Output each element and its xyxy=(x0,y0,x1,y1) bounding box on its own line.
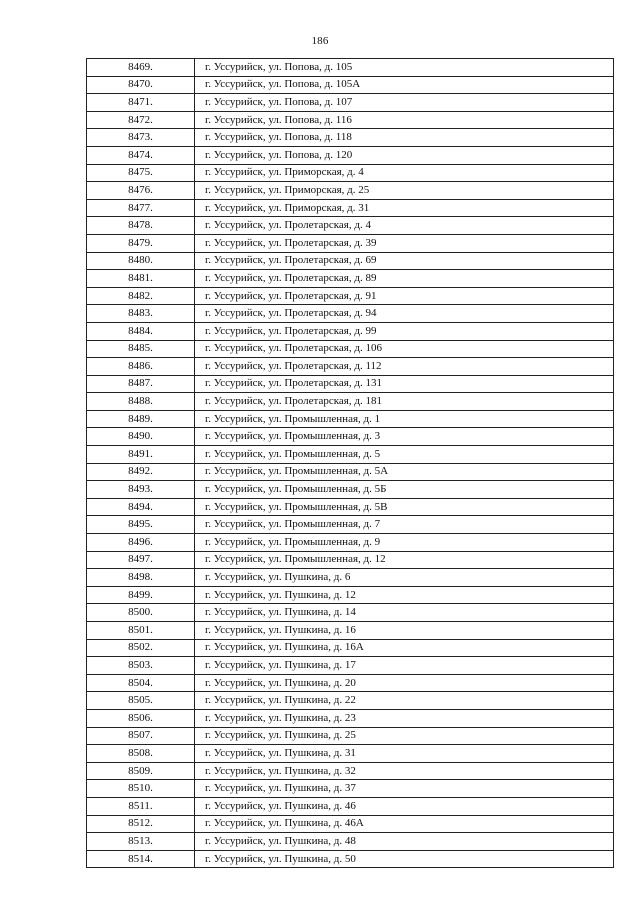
address-cell: г. Уссурийск, ул. Пролетарская, д. 94 xyxy=(195,305,614,323)
table-row xyxy=(87,305,614,323)
address-cell: г. Уссурийск, ул. Пролетарская, д. 4 xyxy=(195,217,614,235)
address-cell: г. Уссурийск, ул. Пролетарская, д. 69 xyxy=(195,252,614,270)
address-cell: г. Уссурийск, ул. Промышленная, д. 9 xyxy=(195,534,614,552)
row-number-cell: 8474. xyxy=(87,146,195,164)
row-number-cell: 8509. xyxy=(87,762,195,780)
address-cell: г. Уссурийск, ул. Пушкина, д. 23 xyxy=(195,709,614,727)
table-row xyxy=(87,551,614,569)
row-number-cell: 8484. xyxy=(87,322,195,340)
address-cell: г. Уссурийск, ул. Пушкина, д. 20 xyxy=(195,674,614,692)
address-cell: г. Уссурийск, ул. Промышленная, д. 5В xyxy=(195,498,614,516)
address-cell: г. Уссурийск, ул. Пушкина, д. 50 xyxy=(195,850,614,868)
row-number-cell: 8473. xyxy=(87,129,195,147)
address-cell: г. Уссурийск, ул. Пушкина, д. 31 xyxy=(195,745,614,763)
address-cell: г. Уссурийск, ул. Пушкина, д. 12 xyxy=(195,586,614,604)
row-number-cell: 8489. xyxy=(87,410,195,428)
table-row xyxy=(87,586,614,604)
address-cell: г. Уссурийск, ул. Промышленная, д. 3 xyxy=(195,428,614,446)
address-cell: г. Уссурийск, ул. Промышленная, д. 5 xyxy=(195,446,614,464)
address-cell: г. Уссурийск, ул. Пушкина, д. 46А xyxy=(195,815,614,833)
address-cell: г. Уссурийск, ул. Пушкина, д. 37 xyxy=(195,780,614,798)
row-number-cell: 8481. xyxy=(87,270,195,288)
address-cell: г. Уссурийск, ул. Пушкина, д. 6 xyxy=(195,569,614,587)
row-number-cell: 8487. xyxy=(87,375,195,393)
address-cell: г. Уссурийск, ул. Пролетарская, д. 89 xyxy=(195,270,614,288)
row-number-cell: 8479. xyxy=(87,234,195,252)
table-row xyxy=(87,516,614,534)
row-number-cell: 8480. xyxy=(87,252,195,270)
table-row xyxy=(87,270,614,288)
row-number-cell: 8492. xyxy=(87,463,195,481)
row-number-cell: 8488. xyxy=(87,393,195,411)
table-row xyxy=(87,375,614,393)
page-number: 186 xyxy=(311,35,329,47)
table-row xyxy=(87,76,614,94)
table-row xyxy=(87,674,614,692)
address-cell: г. Уссурийск, ул. Промышленная, д. 5А xyxy=(195,463,614,481)
address-cell: г. Уссурийск, ул. Пролетарская, д. 106 xyxy=(195,340,614,358)
row-number-cell: 8493. xyxy=(87,481,195,499)
table-row xyxy=(87,217,614,235)
table-row xyxy=(87,745,614,763)
row-number-cell: 8478. xyxy=(87,217,195,235)
address-cell: г. Уссурийск, ул. Пушкина, д. 25 xyxy=(195,727,614,745)
address-cell: г. Уссурийск, ул. Пушкина, д. 46 xyxy=(195,797,614,815)
row-number-cell: 8506. xyxy=(87,709,195,727)
table-row xyxy=(87,815,614,833)
table-row xyxy=(87,762,614,780)
row-number-cell: 8503. xyxy=(87,657,195,675)
table-row xyxy=(87,850,614,868)
address-cell: г. Уссурийск, ул. Пушкина, д. 16А xyxy=(195,639,614,657)
address-cell: г. Уссурийск, ул. Пушкина, д. 17 xyxy=(195,657,614,675)
address-cell: г. Уссурийск, ул. Пушкина, д. 14 xyxy=(195,604,614,622)
address-cell: г. Уссурийск, ул. Пушкина, д. 16 xyxy=(195,622,614,640)
row-number-cell: 8496. xyxy=(87,534,195,552)
table-row xyxy=(87,797,614,815)
table-row xyxy=(87,199,614,217)
table-row xyxy=(87,111,614,129)
address-cell: г. Уссурийск, ул. Приморская, д. 4 xyxy=(195,164,614,182)
row-number-cell: 8498. xyxy=(87,569,195,587)
table-row xyxy=(87,129,614,147)
row-number-cell: 8508. xyxy=(87,745,195,763)
table-row xyxy=(87,287,614,305)
address-cell: г. Уссурийск, ул. Промышленная, д. 5Б xyxy=(195,481,614,499)
table-row xyxy=(87,780,614,798)
row-number-cell: 8475. xyxy=(87,164,195,182)
row-number-cell: 8482. xyxy=(87,287,195,305)
row-number-cell: 8491. xyxy=(87,446,195,464)
row-number-cell: 8485. xyxy=(87,340,195,358)
row-number-cell: 8486. xyxy=(87,358,195,376)
address-cell: г. Уссурийск, ул. Попова, д. 120 xyxy=(195,146,614,164)
table-row xyxy=(87,234,614,252)
row-number-cell: 8511. xyxy=(87,797,195,815)
row-number-cell: 8514. xyxy=(87,850,195,868)
address-cell: г. Уссурийск, ул. Промышленная, д. 1 xyxy=(195,410,614,428)
address-cell: г. Уссурийск, ул. Пушкина, д. 48 xyxy=(195,833,614,851)
table-row xyxy=(87,146,614,164)
row-number-cell: 8472. xyxy=(87,111,195,129)
address-cell: г. Уссурийск, ул. Пролетарская, д. 181 xyxy=(195,393,614,411)
address-cell: г. Уссурийск, ул. Попова, д. 116 xyxy=(195,111,614,129)
table-row xyxy=(87,322,614,340)
row-number-cell: 8497. xyxy=(87,551,195,569)
row-number-cell: 8471. xyxy=(87,94,195,112)
table-row xyxy=(87,340,614,358)
address-cell: г. Уссурийск, ул. Попова, д. 105 xyxy=(195,59,614,77)
address-cell: г. Уссурийск, ул. Пролетарская, д. 112 xyxy=(195,358,614,376)
address-table xyxy=(86,58,614,868)
address-cell: г. Уссурийск, ул. Пролетарская, д. 91 xyxy=(195,287,614,305)
table-row xyxy=(87,692,614,710)
table-row xyxy=(87,410,614,428)
row-number-cell: 8510. xyxy=(87,780,195,798)
row-number-cell: 8499. xyxy=(87,586,195,604)
table-row xyxy=(87,727,614,745)
address-cell: г. Уссурийск, ул. Пролетарская, д. 131 xyxy=(195,375,614,393)
table-row xyxy=(87,358,614,376)
address-cell: г. Уссурийск, ул. Попова, д. 107 xyxy=(195,94,614,112)
table-row xyxy=(87,833,614,851)
row-number-cell: 8502. xyxy=(87,639,195,657)
table-row xyxy=(87,481,614,499)
table-row xyxy=(87,59,614,77)
table-row xyxy=(87,182,614,200)
table-row xyxy=(87,164,614,182)
row-number-cell: 8490. xyxy=(87,428,195,446)
row-number-cell: 8483. xyxy=(87,305,195,323)
row-number-cell: 8469. xyxy=(87,59,195,77)
table-row xyxy=(87,393,614,411)
address-cell: г. Уссурийск, ул. Пролетарская, д. 39 xyxy=(195,234,614,252)
row-number-cell: 8505. xyxy=(87,692,195,710)
table-row xyxy=(87,463,614,481)
table-row xyxy=(87,622,614,640)
row-number-cell: 8500. xyxy=(87,604,195,622)
address-cell: г. Уссурийск, ул. Промышленная, д. 12 xyxy=(195,551,614,569)
table-row xyxy=(87,657,614,675)
table-row xyxy=(87,446,614,464)
table-row xyxy=(87,534,614,552)
table-row xyxy=(87,709,614,727)
row-number-cell: 8470. xyxy=(87,76,195,94)
address-cell: г. Уссурийск, ул. Промышленная, д. 7 xyxy=(195,516,614,534)
address-cell: г. Уссурийск, ул. Приморская, д. 25 xyxy=(195,182,614,200)
row-number-cell: 8477. xyxy=(87,199,195,217)
address-cell: г. Уссурийск, ул. Попова, д. 118 xyxy=(195,129,614,147)
row-number-cell: 8507. xyxy=(87,727,195,745)
address-cell: г. Уссурийск, ул. Попова, д. 105А xyxy=(195,76,614,94)
row-number-cell: 8512. xyxy=(87,815,195,833)
table-row xyxy=(87,639,614,657)
row-number-cell: 8495. xyxy=(87,516,195,534)
table-row xyxy=(87,94,614,112)
row-number-cell: 8494. xyxy=(87,498,195,516)
table-row xyxy=(87,569,614,587)
row-number-cell: 8501. xyxy=(87,622,195,640)
address-cell: г. Уссурийск, ул. Приморская, д. 31 xyxy=(195,199,614,217)
table-row xyxy=(87,604,614,622)
table-row xyxy=(87,428,614,446)
row-number-cell: 8513. xyxy=(87,833,195,851)
table-row xyxy=(87,252,614,270)
address-cell: г. Уссурийск, ул. Пушкина, д. 22 xyxy=(195,692,614,710)
address-table-body xyxy=(87,59,614,868)
row-number-cell: 8476. xyxy=(87,182,195,200)
table-row xyxy=(87,498,614,516)
address-cell: г. Уссурийск, ул. Пролетарская, д. 99 xyxy=(195,322,614,340)
address-cell: г. Уссурийск, ул. Пушкина, д. 32 xyxy=(195,762,614,780)
row-number-cell: 8504. xyxy=(87,674,195,692)
